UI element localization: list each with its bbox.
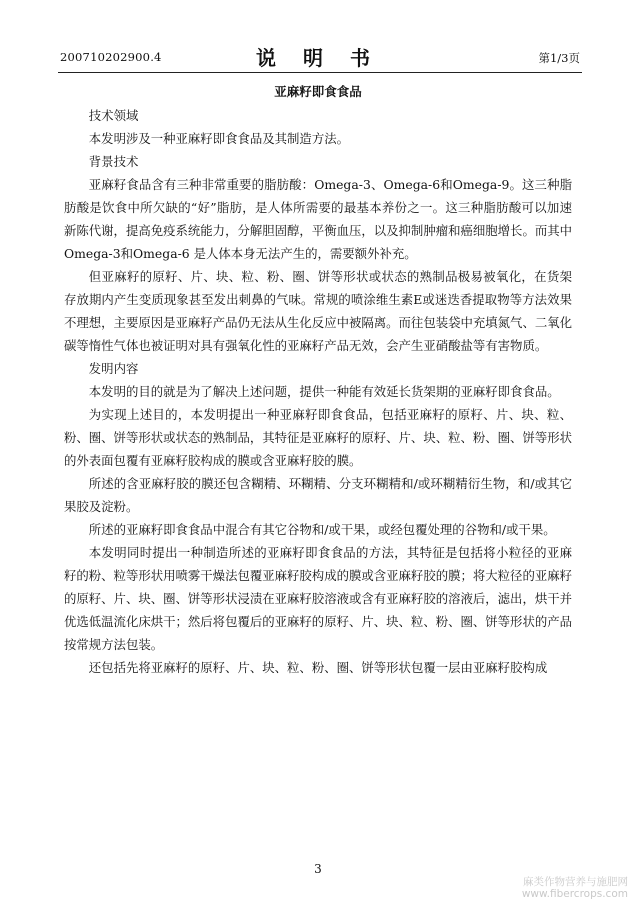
paragraph: 本发明同时提出一种制造所述的亚麻籽即食食品的方法，其特征是包括将小粒径的亚麻籽的粉、粒等形状用喷雾干燥法包覆亚麻籽胶构成的膜或含亚麻籽胶的膜；将大粒径的亚麻籽的原籽、片、块、圈、饼等形状浸渍在亚麻籽胶溶液或含有亚麻籽胶的溶液后，滤出，烘干并优选低温流化床烘干；然后将包覆后的亚麻籽的原籽、片、块、粒、粉、圈、饼等形状的产品按常规方法包装。 <box>64 545 573 652</box>
paragraph: 本发明涉及一种亚麻籽即食食品及其制造方法。 <box>88 131 349 146</box>
page-label: 第1/3页 <box>538 51 580 65</box>
paragraph: 为实现上述目的，本发明提出一种亚麻籽即食食品，包括亚麻籽的原籽、片、块、粒、粉、圈、饼等形状或状态的熟制品，其特征是亚麻籽的原籽、片、块、粒、粉、圈、饼等形状的外表面包覆有亚麻籽胶构成的膜或含亚麻籽胶的膜。 <box>64 407 573 468</box>
watermark-line: 麻类作物营养与施肥网 <box>523 876 628 888</box>
document-body <box>64 104 572 679</box>
document-number: 200710202900.4 <box>60 50 162 64</box>
paragraph: 亚麻籽食品含有三种非常重要的脂肪酸：Omega-3、Omega-6和Omega-9。这三种脂肪酸是饮食中所欠缺的“好”脂肪，是人体所需要的最基本养份之一。这三种脂肪酸可以加速新陈代谢，提高免疫系统能力，分解胆固醇，平衡血压，以及抑制肿瘤和癌细胞增长。而其中Omega-3和Omega-6 是人体本身无法产生的，需要额外补充。 <box>64 177 573 261</box>
paragraph: 还包括先将亚麻籽的原籽、片、块、粒、粉、圈、饼等形状包覆一层由亚麻籽胶构成 <box>88 660 548 675</box>
paragraph: 所述的含亚麻籽胶的膜还包含糊精、环糊精、分支环糊精和/或环糊精衍生物，和/或其它果胶及淀粉。 <box>64 476 572 514</box>
section-heading: 背景技术 <box>88 154 139 169</box>
section-heading: 发明内容 <box>88 361 139 376</box>
paragraph: 本发明的目的就是为了解决上述问题，提供一种能有效延长货架期的亚麻籽即食食品。 <box>88 384 560 399</box>
document-type: 说 明 书 <box>256 46 380 70</box>
paragraph: 但亚麻籽的原籽、片、块、粒、粉、圈、饼等形状或状态的熟制品极易被氧化，在货架存放期内产生变质现象甚至发出刺鼻的气味。常规的喷涂维生素E或迷迭香提取物等方法效果不理想，主要原因是亚麻籽产品仍无法从生化反应中被隔离。而往包装袋中充填氮气、二氧化碳等惰性气体也被证明对具有强氧化性的亚麻籽产品无效，会产生亚硝酸盐等有害物质。 <box>64 269 573 353</box>
document-title: 亚麻籽即食食品 <box>274 84 362 99</box>
paragraph: 所述的亚麻籽即食食品中混合有其它谷物和/或干果，或经包覆处理的谷物和/或干果。 <box>88 522 556 537</box>
watermark <box>522 876 628 900</box>
section-heading: 技术领域 <box>88 108 139 123</box>
watermark-line: www.fibercrops.com <box>521 888 628 900</box>
header-rule <box>58 72 582 73</box>
page-number: 3 <box>314 862 322 876</box>
